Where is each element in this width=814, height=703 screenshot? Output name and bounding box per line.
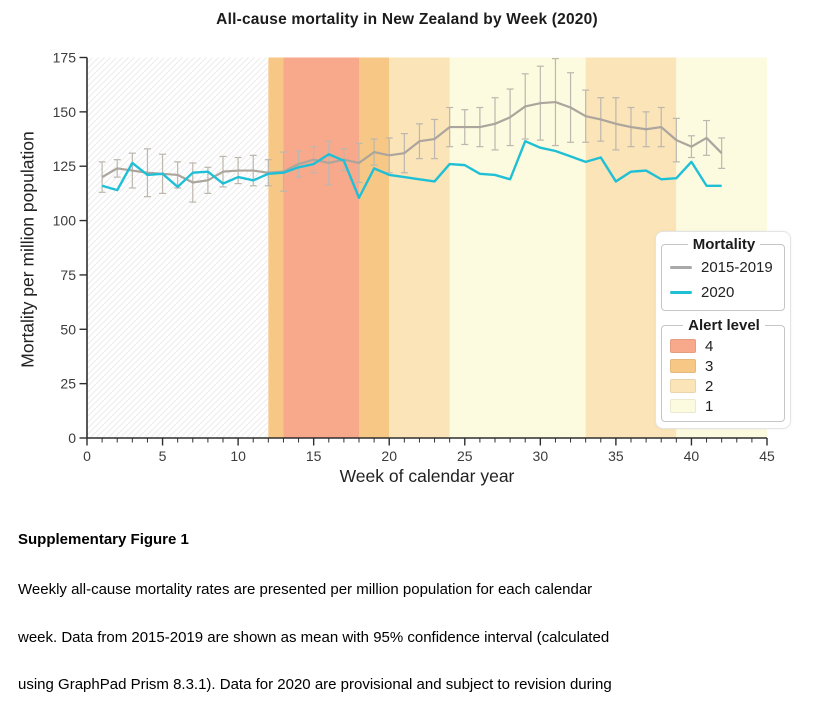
y-tick-label: 50	[60, 321, 76, 338]
alert-band-level-3	[268, 58, 283, 439]
y-tick-label: 75	[60, 266, 76, 283]
legend-item	[668, 255, 780, 280]
caption-line: week. Data from 2015-2019 are shown as mean with 95% confidence interval (calculated	[18, 628, 610, 646]
y-axis-label: Mortality per million population	[17, 131, 38, 368]
x-tick-label: 40	[683, 448, 700, 464]
legend-item	[668, 396, 780, 416]
legend-alert-title: Alert level	[688, 317, 760, 334]
y-tick-label: 175	[52, 49, 76, 66]
x-tick-label: 0	[83, 448, 91, 464]
legend-item	[668, 336, 780, 356]
legend-item-label: 1	[705, 397, 714, 415]
alert-band-level-4	[283, 58, 359, 439]
legend-alert-items	[668, 336, 780, 416]
y-ticks	[53, 50, 87, 447]
alert-band-level-1	[450, 58, 586, 439]
caption-heading: Supplementary Figure 1	[18, 531, 189, 548]
x-ticks	[83, 438, 775, 464]
legend-panel	[655, 231, 791, 429]
hatch-region	[87, 58, 268, 439]
legend-mortality	[661, 236, 785, 311]
legend-item	[668, 280, 780, 305]
legend-item-label: 4	[705, 337, 714, 355]
legend-line-swatch	[670, 266, 692, 269]
x-tick-label: 15	[305, 448, 322, 464]
legend-item-label: 3	[705, 357, 714, 375]
legend-item	[668, 376, 780, 396]
legend-alert-level	[661, 317, 785, 422]
legend-item-label: 2015-2019	[701, 259, 773, 276]
legend-item-label: 2	[705, 377, 714, 395]
y-tick-label: 25	[60, 375, 76, 392]
legend-color-swatch	[670, 399, 696, 413]
legend-mortality-items	[668, 255, 780, 305]
legend-item-label: 2020	[701, 284, 735, 301]
x-tick-label: 45	[759, 448, 775, 464]
y-tick-label: 125	[52, 158, 76, 175]
legend-item	[668, 356, 780, 376]
x-tick-label: 25	[456, 448, 473, 464]
legend-color-swatch	[670, 379, 696, 393]
y-tick-label: 150	[52, 103, 76, 120]
legend-line-swatch	[670, 291, 692, 294]
legend-color-swatch	[670, 359, 696, 373]
caption-line: Weekly all-cause mortality rates are presented per million population for each calendar	[18, 580, 593, 598]
legend-mortality-title: Mortality	[692, 236, 756, 253]
figure-caption	[0, 500, 814, 695]
legend-color-swatch	[670, 339, 696, 353]
x-tick-label: 20	[381, 448, 398, 464]
x-tick-label: 35	[608, 448, 624, 464]
chart-title: All-cause mortality in New Zealand by Week (2020)	[216, 11, 598, 28]
alert-band-level-2	[389, 58, 449, 439]
x-tick-label: 10	[230, 448, 246, 464]
x-tick-label: 5	[158, 448, 167, 464]
y-tick-label: 100	[52, 212, 76, 229]
x-axis-label: Week of calendar year	[339, 466, 515, 486]
x-tick-label: 30	[532, 448, 549, 464]
alert-band-level-3	[359, 58, 389, 439]
caption-line: using GraphPad Prism 8.3.1). Data for 2020 are provisional and subject to revision during	[18, 676, 612, 694]
y-tick-label: 0	[68, 430, 76, 446]
